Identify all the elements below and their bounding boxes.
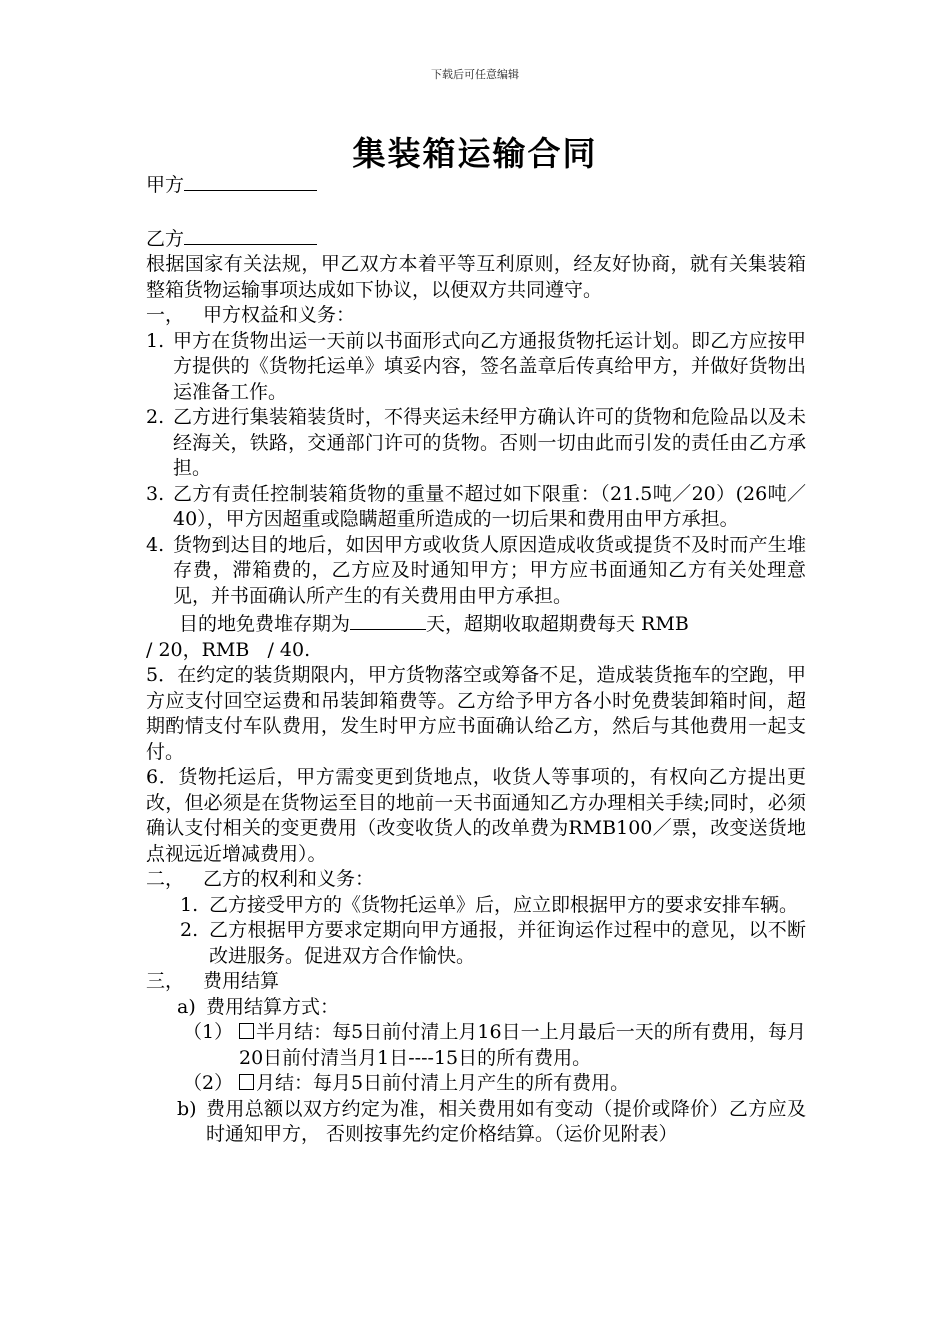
list-number: 4. bbox=[146, 533, 165, 556]
section-1-item-5: 5．在约定的装货期限内，甲方货物落空或筹备不足，造成装货拖车的空跑，甲方应支付回空运费和吊装卸箱费等。乙方给予甲方各小时免费装卸箱时间，超期酌情支付车队费用，发生时甲方应书面确认给乙方，然后与其他费用一起支付。 bbox=[146, 664, 806, 763]
party-a-line bbox=[146, 170, 806, 199]
section-3-title: 费用结算 bbox=[203, 970, 280, 992]
section-1-number: 一， bbox=[146, 304, 185, 326]
section-2-item-2 bbox=[146, 918, 806, 969]
section-2-item-1 bbox=[146, 893, 806, 919]
section-2-heading bbox=[146, 867, 806, 893]
section-2-title: 乙方的权利和义务： bbox=[203, 868, 375, 890]
list-text: 甲方在货物出运一天前以书面形式向乙方通报货物托运计划。即乙方应按甲方提供的《货物托运单》填妥内容，签名盖章后传真给甲方，并做好货物出运准备工作。 bbox=[173, 329, 806, 403]
section-1-item-1 bbox=[146, 329, 806, 406]
settlement-option-1 bbox=[146, 1020, 806, 1071]
header-note: 下载后可任意编辑 bbox=[431, 68, 519, 81]
option-number: （1） bbox=[183, 1021, 234, 1043]
list-text: 乙方根据甲方要求定期向甲方通报，并征询运作过程中的意见，以不断改进服务。促进双方合作愉快。 bbox=[209, 919, 806, 967]
free-storage-text-4: / 40. bbox=[267, 638, 311, 661]
party-a-label: 甲方 bbox=[146, 174, 185, 196]
section-1-heading bbox=[146, 303, 806, 329]
checkbox-icon[interactable] bbox=[239, 1023, 254, 1039]
party-b-label: 乙方 bbox=[146, 227, 185, 250]
section-2-number: 二， bbox=[146, 868, 185, 890]
list-number: 2. bbox=[180, 919, 199, 941]
section-3-number: 三， bbox=[146, 970, 185, 992]
section-1-item-4 bbox=[146, 533, 806, 610]
list-letter: b) bbox=[177, 1097, 197, 1120]
list-number: 1. bbox=[146, 329, 165, 352]
option-text: 月结：每月5日前付清上月产生的所有费用。 bbox=[256, 1072, 630, 1094]
free-storage-line bbox=[146, 609, 806, 638]
section-1-title: 甲方权益和义务： bbox=[203, 304, 356, 326]
list-text: 乙方接受甲方的《货物托运单》后，应立即根据甲方的要求安排车辆。 bbox=[209, 893, 799, 916]
settlement-option-2 bbox=[146, 1071, 806, 1097]
list-text: 乙方进行集装箱装货时，不得夹运未经甲方确认许可的货物和危险品以及未经海关，铁路，交通部门许可的货物。否则一切由此而引发的责任由乙方承担。 bbox=[173, 406, 806, 479]
list-number: 2. bbox=[146, 406, 165, 428]
free-days-blank bbox=[350, 609, 426, 630]
section-1-item-3 bbox=[146, 482, 806, 533]
list-text: 货物到达目的地后，如因甲方或收货人原因造成收货或提货不及时而产生堆存费，滞箱费的，乙方应及时通知甲方；甲方应书面通知乙方有关处理意见，并书面确认所产生的有关费用由甲方承担。 bbox=[173, 533, 806, 607]
party-b-line bbox=[146, 224, 806, 253]
checkbox-icon[interactable] bbox=[239, 1074, 254, 1090]
section-3-heading bbox=[146, 969, 806, 995]
section-3-item-a bbox=[146, 995, 806, 1021]
free-storage-text-2: 天，超期收取超期费每天 RMB bbox=[426, 613, 689, 635]
section-1-item-6: 6．货物托运后，甲方需变更到货地点，收货人等事项的，有权向乙方提出更改，但必须是在货物运至目的地前一天书面通知乙方办理相关手续;同时，必须确认支付相关的变更费用（改变收货人的改单费为RMB100／票，改变送货地点视远近增减费用）。 bbox=[146, 766, 806, 865]
list-text: 费用结算方式： bbox=[206, 995, 340, 1018]
contract-title: 集装箱运输合同 bbox=[352, 134, 598, 173]
list-number: 1. bbox=[180, 893, 199, 916]
list-text: 乙方有责任控制装箱货物的重量不超过如下限重：（21.5吨／20）(26吨／40），甲方因超重或隐瞒超重所造成的一切后果和费用由甲方承担。 bbox=[173, 482, 806, 530]
section-3-item-b bbox=[146, 1097, 806, 1148]
contract-body bbox=[146, 170, 806, 1148]
option-number: （2） bbox=[183, 1072, 234, 1094]
list-letter: a) bbox=[177, 995, 196, 1018]
party-a-blank bbox=[184, 170, 317, 191]
intro-paragraph: 根据国家有关法规，甲乙双方本着平等互利原则，经友好协商，就有关集装箱整箱货物运输事项达成如下协议，以便双方共同遵守。 bbox=[146, 253, 806, 301]
free-storage-text-3: / 20，RMB bbox=[146, 638, 250, 661]
free-storage-text-1: 目的地免费堆存期为 bbox=[179, 613, 351, 635]
section-1-item-2 bbox=[146, 405, 806, 482]
list-number: 3. bbox=[146, 482, 165, 505]
party-b-blank bbox=[184, 224, 317, 245]
list-text: 费用总额以双方约定为准，相关费用如有变动（提价或降价）乙方应及时通知甲方， 否则按事先约定价格结算。（运价见附表） bbox=[206, 1097, 806, 1145]
option-text: 半月结：每5日前付清上月16日一上月最后一天的所有费用，每月20日前付清当月1日----15日的所有费用。 bbox=[239, 1021, 806, 1069]
free-storage-line-2 bbox=[146, 638, 806, 664]
